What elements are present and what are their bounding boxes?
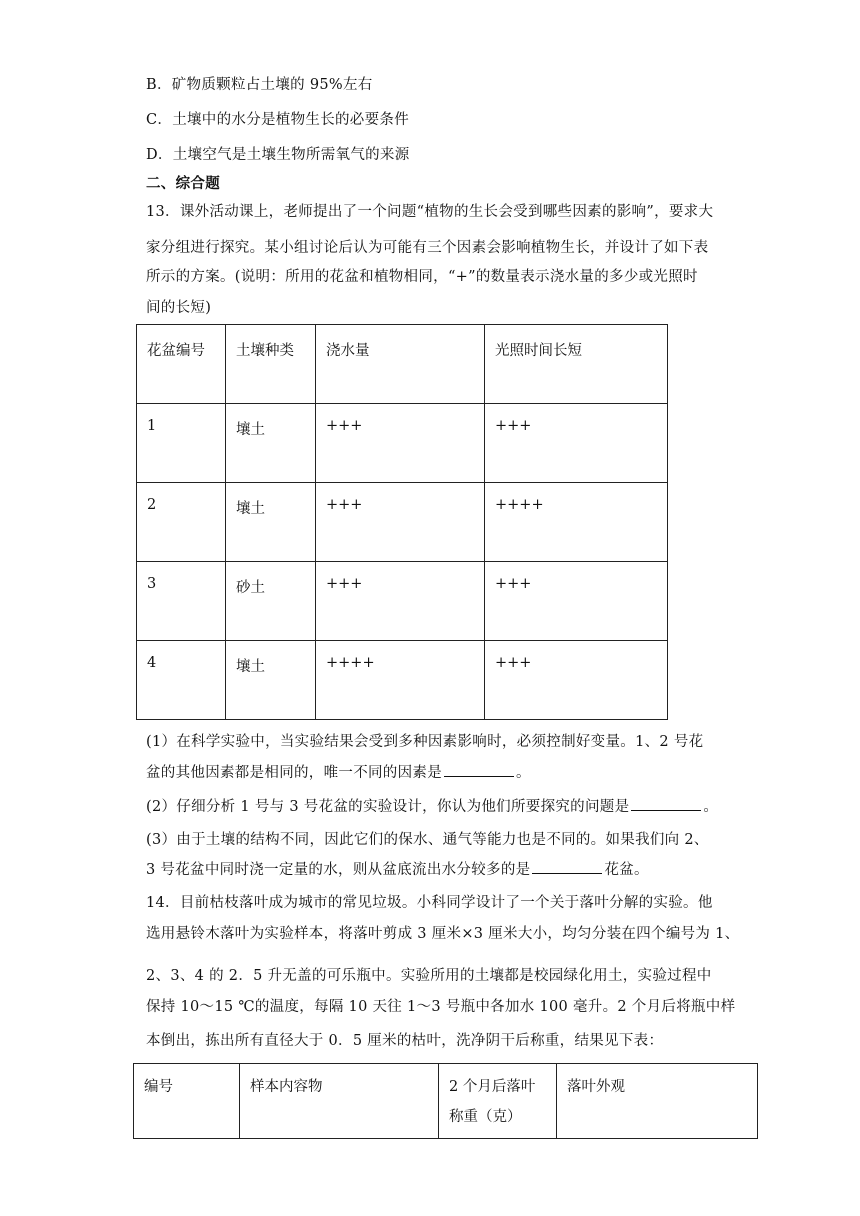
q13-sub2-end: 。 — [703, 799, 719, 815]
q13-sub3-line-1: (3）由于土壤的结构不同，因此它们的保水、通气等能力也是不同的。如果我们向 2、 — [146, 832, 709, 848]
q13-table — [136, 324, 668, 720]
header-pot-number: 花盆编号 — [137, 325, 226, 404]
header-number: 编号 — [134, 1064, 240, 1139]
header-watering: 浇水量 — [316, 325, 485, 404]
q13-line-4: 间的长短) — [146, 300, 212, 316]
table-row — [137, 404, 668, 483]
q13-sub1-line-1: (1）在科学实验中，当实验结果会受到多种因素影响时，必须控制好变量。1、2 号花 — [146, 734, 704, 750]
q13-line-1: 13．课外活动课上，老师提出了一个问题“植物的生长会受到哪些因素的影响”，要求大 — [146, 204, 714, 220]
table-cell: 壤土 — [226, 404, 316, 483]
q14-line-2: 选用悬铃木落叶为实验样本，将落叶剪成 3 厘米×3 厘米大小，均匀分装在四个编号为 1、 — [146, 926, 740, 942]
header-leaf-weight: 2 个月后落叶称重（克） — [439, 1064, 557, 1139]
table-cell: 4 — [137, 641, 226, 720]
table-cell: ++++ — [485, 483, 668, 562]
q14-table — [133, 1063, 758, 1139]
q13-line-2: 家分组进行探究。某小组讨论后认为可能有三个因素会影响植物生长，并设计了如下表 — [146, 240, 709, 256]
q13-sub3-text: 3 号花盆中同时浇一定量的水，则从盆底流出水分较多的是 — [146, 862, 531, 878]
table-row — [137, 641, 668, 720]
table-cell: +++ — [485, 562, 668, 641]
q13-sub1-text: 盆的其他因素都是相同的，唯一不同的因素是 — [146, 765, 442, 781]
q13-sub3-end: 花盆。 — [604, 862, 649, 878]
q14-line-5: 本倒出，拣出所有直径大于 0．5 厘米的枯叶，洗净阴干后称重，结果见下表： — [146, 1033, 664, 1049]
header-leaf-appearance: 落叶外观 — [557, 1064, 758, 1139]
table-cell: 砂土 — [226, 562, 316, 641]
q13-line-3: 所示的方案。(说明：所用的花盆和植物相同，“+”的数量表示浇水量的多少或光照时 — [146, 269, 698, 285]
table-cell: +++ — [485, 404, 668, 483]
table-cell: 2 — [137, 483, 226, 562]
option-d: D．土壤空气是土壤生物所需氧气的来源 — [146, 147, 410, 163]
table-header-row — [134, 1064, 758, 1139]
table-row — [137, 483, 668, 562]
table-cell: +++ — [316, 483, 485, 562]
q13-sub3-line-2 — [146, 858, 649, 879]
table-cell: ++++ — [316, 641, 485, 720]
q13-sub1-line-2 — [146, 761, 531, 782]
table-row — [137, 562, 668, 641]
header-soil-type: 土壤种类 — [226, 325, 316, 404]
q14-line-1: 14．目前枯枝落叶成为城市的常见垃圾。小科同学设计了一个关于落叶分解的实验。他 — [146, 895, 713, 911]
table-cell: +++ — [485, 641, 668, 720]
table-header-row — [137, 325, 668, 404]
q13-sub2 — [146, 795, 718, 816]
answer-blank[interactable] — [444, 764, 514, 777]
answer-blank[interactable] — [631, 798, 701, 811]
table-cell: +++ — [316, 404, 485, 483]
option-c: C．土壤中的水分是植物生长的必要条件 — [146, 112, 409, 128]
table-cell: 1 — [137, 404, 226, 483]
q14-line-4: 保持 10～15 ℃的温度，每隔 10 天往 1～3 号瓶中各加水 100 毫升。2 个月后将瓶中样 — [146, 999, 736, 1015]
option-b: B．矿物质颗粒占土壤的 95%左右 — [146, 77, 373, 93]
table-cell: 3 — [137, 562, 226, 641]
table-cell: 壤土 — [226, 641, 316, 720]
header-sample-contents: 样本内容物 — [240, 1064, 439, 1139]
table-cell: 壤土 — [226, 483, 316, 562]
answer-blank[interactable] — [532, 861, 602, 874]
table-cell: +++ — [316, 562, 485, 641]
q14-line-3: 2、3、4 的 2．5 升无盖的可乐瓶中。实验所用的土壤都是校园绿化用土，实验过程中 — [146, 968, 712, 984]
section-title: 二、综合题 — [146, 176, 220, 192]
header-light-duration: 光照时间长短 — [485, 325, 668, 404]
q13-sub1-end: 。 — [516, 765, 531, 781]
q13-sub2-text: (2）仔细分析 1 号与 3 号花盆的实验设计，你认为他们所要探究的问题是 — [146, 799, 630, 815]
